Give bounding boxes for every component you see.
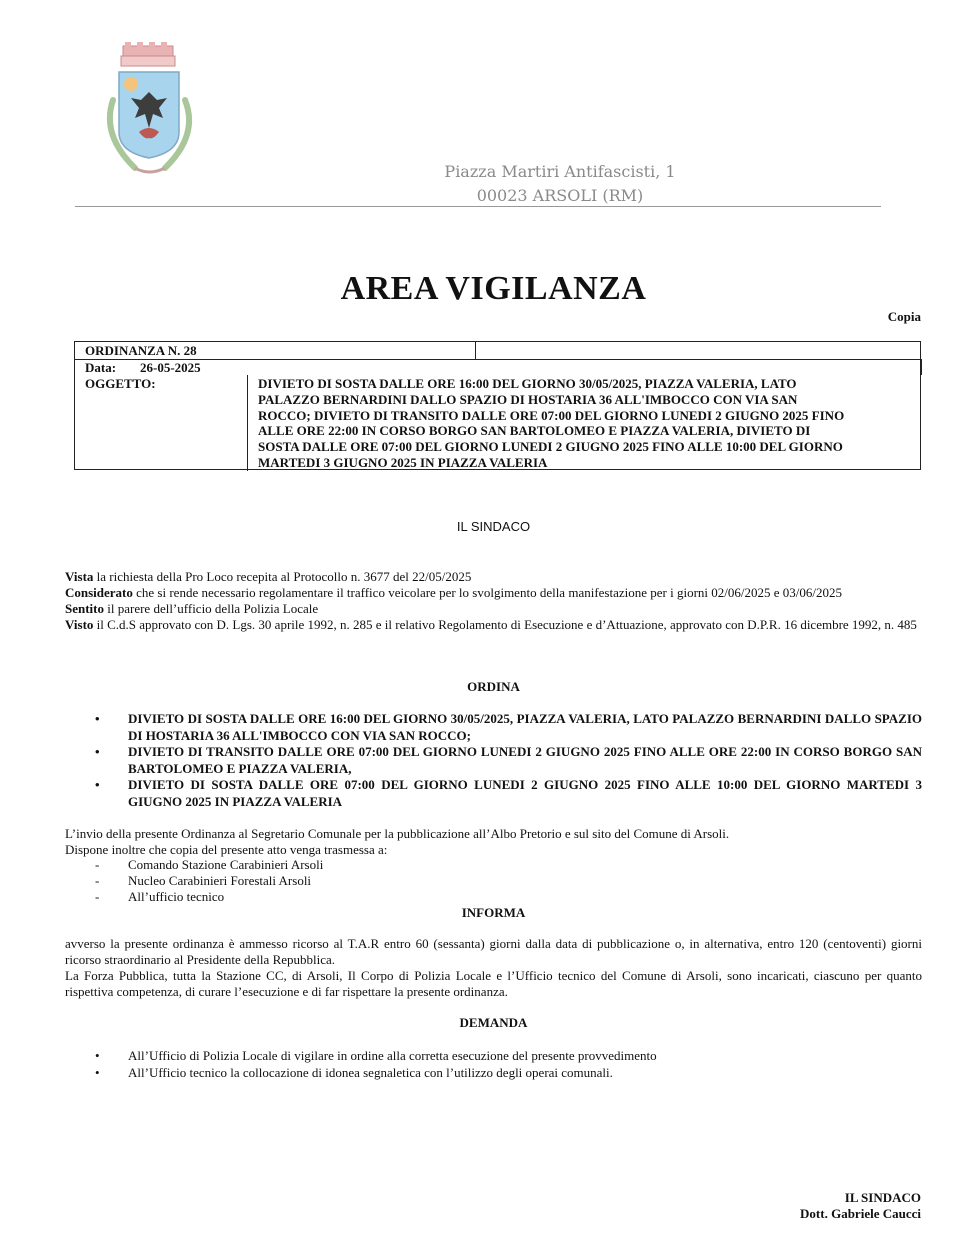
copy-label: Copia <box>887 309 921 324</box>
list-item <box>65 744 922 777</box>
signature-name: Dott. Gabriele Caucci <box>800 1206 921 1221</box>
list-item-text: All’Ufficio di Polizia Locale di vigilare in ordine alla corretta esecuzione del presente provvedimento <box>128 1048 657 1063</box>
signature-role: IL SINDACO <box>844 1190 921 1205</box>
preamble <box>65 569 922 633</box>
municipality-address <box>380 160 740 208</box>
dash-icon: - <box>95 873 100 888</box>
list-item-text: Nucleo Carabinieri Forestali Arsoli <box>128 873 312 888</box>
preamble-item <box>65 585 922 601</box>
invio-block <box>65 826 922 858</box>
preamble-item <box>65 617 922 633</box>
preamble-lead: Considerato <box>65 585 133 600</box>
subject-line: SOSTA DALLE ORE 07:00 DEL GIORNO LUNEDI 2 GIUGNO 2025 FINO ALLE 10:00 DEL GIORNO <box>258 439 843 455</box>
list-item-text: DIVIETO DI SOSTA DALLE ORE 07:00 DEL GIORNO LUNEDI 2 GIUGNO 2025 FINO ALLE 10:00 DEL GIORNO MARTEDI 3 GIUGNO 2025 IN PIAZZA VALERIA <box>128 777 922 809</box>
ordina-heading: ORDINA <box>467 679 520 694</box>
subject-line: PALAZZO BERNARDINI DALLO SPAZIO DI HOSTARIA 36 ALL'IMBOCCO CON VIA SAN <box>258 391 798 407</box>
subject-line: DIVIETO DI SOSTA DALLE ORE 16:00 DEL GIORNO 30/05/2025, PIAZZA VALERIA, LATO <box>258 376 797 391</box>
ordinance-info-box <box>74 341 921 470</box>
bullet-icon: • <box>95 1064 100 1080</box>
subject-line: ROCCO; DIVIETO DI TRANSITO DALLE ORE 07:00 DEL GIORNO LUNEDI 2 GIUGNO 2025 FINO <box>258 407 845 423</box>
preamble-text: che si rende necessario regolamentare il traffico veicolare per lo svolgimento della manifestazione per i giorni 02/06/2025 e 03/06/2025 <box>132 585 842 600</box>
list-item <box>65 857 922 873</box>
subject-label: OGGETTO: <box>85 376 156 391</box>
demanda-heading: DEMANDA <box>459 1015 528 1030</box>
list-item <box>65 1048 922 1065</box>
demanda-list <box>65 1048 922 1081</box>
list-item-text: Comando Stazione Carabinieri Arsoli <box>128 857 324 872</box>
preamble-lead: Sentito <box>65 601 104 616</box>
municipal-crest <box>95 40 205 185</box>
list-item <box>65 873 922 889</box>
informa-paragraph-1: avverso la presente ordinanza è ammesso ricorso al T.A.R entro 60 (sessanta) giorni dalla data di pubblicazione o, in alternativa, entro 120 (centoventi) giorni ricorso straordinario al Presidente della Repubblica. <box>65 936 922 967</box>
ordinance-number: ORDINANZA N. 28 <box>85 343 197 358</box>
list-item <box>65 711 922 744</box>
preamble-text: la richiesta della Pro Loco recepita al Protocollo n. 3677 del 22/05/2025 <box>93 569 472 584</box>
preamble-text: il C.d.S approvato con D. Lgs. 30 aprile 1992, n. 285 e il relativo Regolamento di Esecuzione e d’Attuazione, approvato con D.P.R. 16 dicembre 1992, n. 485 <box>93 617 917 632</box>
list-item-text: DIVIETO DI SOSTA DALLE ORE 16:00 DEL GIORNO 30/05/2025, PIAZZA VALERIA, LATO PALAZZO BERNARDINI DALLO SPAZIO DI HOSTARIA 36 ALL'IMBOCCO CON VIA SAN ROCCO; <box>128 711 922 743</box>
informa-heading: INFORMA <box>461 905 526 920</box>
dash-icon: - <box>95 889 100 904</box>
informa-paragraph-2: La Forza Pubblica, tutta la Stazione CC, di Arsoli, Il Corpo di Polizia Locale e l’Ufficio tecnico del Comune di Arsoli, sono incaricati, ciascuno per quanto rispettiva competenza, di curare l’esecuzione e di far rispettare la presente ordinanza. <box>65 968 922 999</box>
signature-block <box>800 1190 921 1222</box>
preamble-text: il parere dell’ufficio della Polizia Locale <box>104 601 319 616</box>
date-value: 26-05-2025 <box>140 360 201 375</box>
subject-text <box>258 376 918 471</box>
recipients-list <box>65 857 922 905</box>
list-item-text: All’ufficio tecnico <box>128 889 225 904</box>
list-item-text: All’Ufficio tecnico la collocazione di idonea segnaletica con l’utilizzo degli operai comunali. <box>128 1064 613 1080</box>
informa-block <box>65 936 922 1000</box>
list-item <box>65 889 922 905</box>
document-title: AREA VIGILANZA <box>340 270 647 307</box>
dash-icon: - <box>95 857 100 872</box>
subject-line: ALLE ORE 22:00 IN CORSO BORGO SAN BARTOLOMEO E PIAZZA VALERIA, DIVIETO DI <box>258 423 811 439</box>
bullet-icon: • <box>95 711 100 726</box>
list-item <box>65 1065 922 1082</box>
bullet-icon: • <box>95 744 100 759</box>
date-label: Data: <box>85 360 117 375</box>
address-line-1: Piazza Martiri Antifascisti, 1 <box>444 162 676 181</box>
mayor-heading: IL SINDACO <box>456 519 531 534</box>
bullet-icon: • <box>95 777 100 792</box>
address-line-2: 00023 ARSOLI (RM) <box>476 186 644 205</box>
dispone-text: Dispone inoltre che copia del presente atto venga trasmessa a: <box>65 842 388 857</box>
subject-line: MARTEDI 3 GIUGNO 2025 IN PIAZZA VALERIA <box>258 454 548 470</box>
list-item-text: DIVIETO DI TRANSITO DALLE ORE 07:00 DEL GIORNO LUNEDI 2 GIUGNO 2025 FINO ALLE ORE 22:00 IN CORSO BORGO SAN BARTOLOMEO E PIAZZA VALERIA, <box>128 744 922 776</box>
bullet-icon: • <box>95 1048 100 1063</box>
header-divider <box>75 206 881 207</box>
ordina-list <box>65 711 922 810</box>
list-item <box>65 777 922 810</box>
invio-text: L’invio della presente Ordinanza al Segretario Comunale per la pubblicazione all’Albo Pretorio e sul sito del Comune di Arsoli. <box>65 826 730 841</box>
preamble-lead: Vista <box>65 569 94 584</box>
preamble-item <box>65 569 922 585</box>
preamble-item <box>65 601 922 617</box>
preamble-lead: Visto <box>65 617 94 632</box>
